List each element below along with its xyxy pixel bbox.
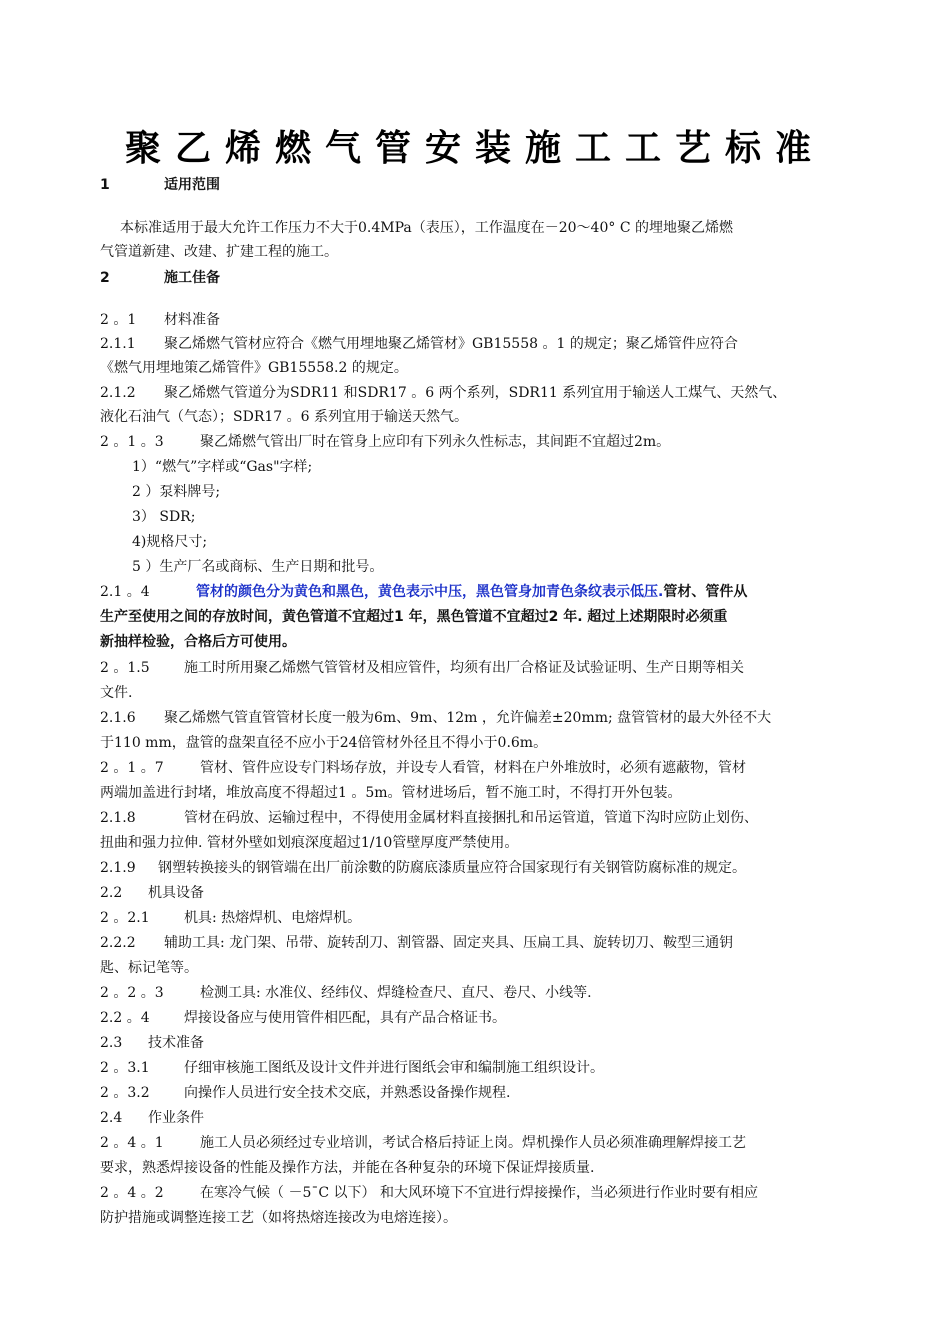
clause-2-3-1: 2 。3.1 仔细审核施工图纸及设计文件并进行图纸会审和编制施工组织设计。 xyxy=(100,1060,604,1076)
clause-2-3-2: 2 。3.2 向操作人员进行安全技术交底，并熟悉设备操作规程. xyxy=(100,1085,511,1101)
scope-paragraph-line-1: 本标准适用于最大允许工作压力不大于0.4MPa（表压），工作温度在－20～40° C 的埋地聚乙烯燃 xyxy=(120,220,733,236)
clause-2-4-2-line-2: 防护措施或调整连接工艺（如将热熔连接改为电熔连接）。 xyxy=(100,1210,457,1226)
clause-2-2-1: 2 。2.1 机具: 热熔焊机、电熔焊机。 xyxy=(100,910,362,926)
section-1-heading: 1 适用范围 xyxy=(100,177,220,193)
section-2-heading: 2 施工佳备 xyxy=(100,270,220,286)
clause-2-4-1-line-2: 要求，熟悉焊接设备的性能及操作方法，并能在各种复杂的环境下保证焊接质量. xyxy=(100,1160,595,1176)
clause-2-1-4-line-3: 新抽样检验，合格后方可使用。 xyxy=(100,634,296,650)
clause-2-1-7-line-1: 2 。1 。7 管材、管件应设专门料场存放，并设专人看管，材料在户外堆放时，必须有遮蔽物，管材 xyxy=(100,760,746,776)
mark-item-5: 5 ）生产厂名或商标、生产日期和批号。 xyxy=(132,559,384,575)
clause-2-2-2-line-1: 2.2.2 辅助工具: 龙门架、吊带、旋转刮刀、割管器、固定夹具、压扁工具、旋转切刀、鞍型三通钥 xyxy=(100,935,734,951)
clause-2-1-1-line-2: 《燃气用埋地策乙烯管件》GB15558.2 的规定。 xyxy=(100,360,408,376)
clause-2-2-3: 2 。2 。3 检测工具: 水准仪、经纬仪、焊缝检查尺、直尺、卷尺、小线等. xyxy=(100,985,592,1001)
clause-2-1-8-line-1: 2.1.8 管材在码放、运输过程中，不得使用金属材料直接捆扎和吊运管道，管道下沟时应防止划伤、 xyxy=(100,810,758,826)
clause-2-2-4: 2.2 。4 焊接设备应与使用管件相匹配，具有产品合格证书。 xyxy=(100,1010,506,1026)
document-title: 聚乙烯燃气管安装施工工艺标准 xyxy=(124,128,825,169)
subsection-2-2: 2.2 机具设备 xyxy=(100,885,204,901)
clause-2-1-4-line-1: 2.1 。4 管材的颜色分为黄色和黑色，黄色表示中压，黑色管身加青色条纹表示低压.管材、管件从 xyxy=(100,584,748,600)
mark-item-3: 3） SDR; xyxy=(132,509,196,525)
scope-paragraph-line-2: 气管道新建、改建、扩建工程的施工。 xyxy=(100,244,338,260)
clause-2-1-8-line-2: 扭曲和强力拉伸. 管材外壁如划痕深度超过1/10管壁厚度严禁使用。 xyxy=(100,835,519,851)
clause-2-2-2-line-2: 匙、标记笔等。 xyxy=(100,960,198,976)
mark-item-4: 4)规格尺寸; xyxy=(132,534,208,550)
clause-2-1-6-line-2: 于110 mm，盘管的盘架直径不应小于24倍管材外径且不得小于0.6m。 xyxy=(100,735,548,751)
subsection-2-1: 2 。1 材料准备 xyxy=(100,312,220,328)
clause-2-1-7-line-2: 两端加盖进行封堵，堆放高度不得超过1 。5m。管材进场后，暂不施工时，不得打开外包装。 xyxy=(100,785,682,801)
clause-2-1-5-line-2: 文件. xyxy=(100,685,133,701)
clause-2-1-2-line-1: 2.1.2 聚乙烯燃气管道分为SDR11 和SDR17 。6 两个系列，SDR11 系列宜用于输送人工煤气、天然气、 xyxy=(100,385,787,401)
clause-2-4-1-line-1: 2 。4 。1 施工人员必须经过专业培训，考试合格后持证上岗。焊机操作人员必须准确理解焊接工艺 xyxy=(100,1135,746,1151)
clause-2-1-4-line-2: 生产至使用之间的存放时间，黄色管道不宜超过1 年，黑色管道不宜超过2 年. 超过上述期限时必须重 xyxy=(100,609,728,625)
clause-2-1-3: 2 。1 。3 聚乙烯燃气管出厂时在管身上应印有下列永久性标志，其间距不宜超过2m。 xyxy=(100,434,671,450)
clause-2-4-2-line-1: 2 。4 。2 在寒冷气候（ －5¯C 以下） 和大风环境下不宜进行焊接操作，当必须进行作业时要有相应 xyxy=(100,1185,758,1201)
clause-2-1-9: 2.1.9 钢塑转换接头的钢管端在出厂前涂數的防腐底漆质量应符合国家现行有关钢管防腐标准的规定。 xyxy=(100,860,746,876)
subsection-2-3: 2.3 技术准备 xyxy=(100,1035,204,1051)
clause-2-1-2-line-2: 液化石油气（气态）；SDR17 。6 系列宜用于输送天然气。 xyxy=(100,409,468,425)
mark-item-2: 2 ）泵料牌号; xyxy=(132,484,221,500)
clause-2-1-6-line-1: 2.1.6 聚乙烯燃气管直管管材长度一般为6m、9m、12m ，允许偏差±20mm; 盘管管材的最大外径不大 xyxy=(100,710,772,726)
clause-2-1-5-line-1: 2 。1.5 施工时所用聚乙烯燃气管管材及相应管件，均须有出厂合格证及试验证明、生产日期等相关 xyxy=(100,660,744,676)
clause-2-1-1-line-1: 2.1.1 聚乙烯燃气管材应符合《燃气用埋地聚乙烯管材》GB15558 。1 的规定；聚乙烯管件应符合 xyxy=(100,336,738,352)
mark-item-1: 1）“燃气”字样或“Gas"字样; xyxy=(132,459,313,475)
subsection-2-4: 2.4 作业条件 xyxy=(100,1110,204,1126)
color-rule-highlight: 管材的颜色分为黄色和黑色，黄色表示中压，黑色管身加青色条纹表示低压. xyxy=(196,584,664,600)
